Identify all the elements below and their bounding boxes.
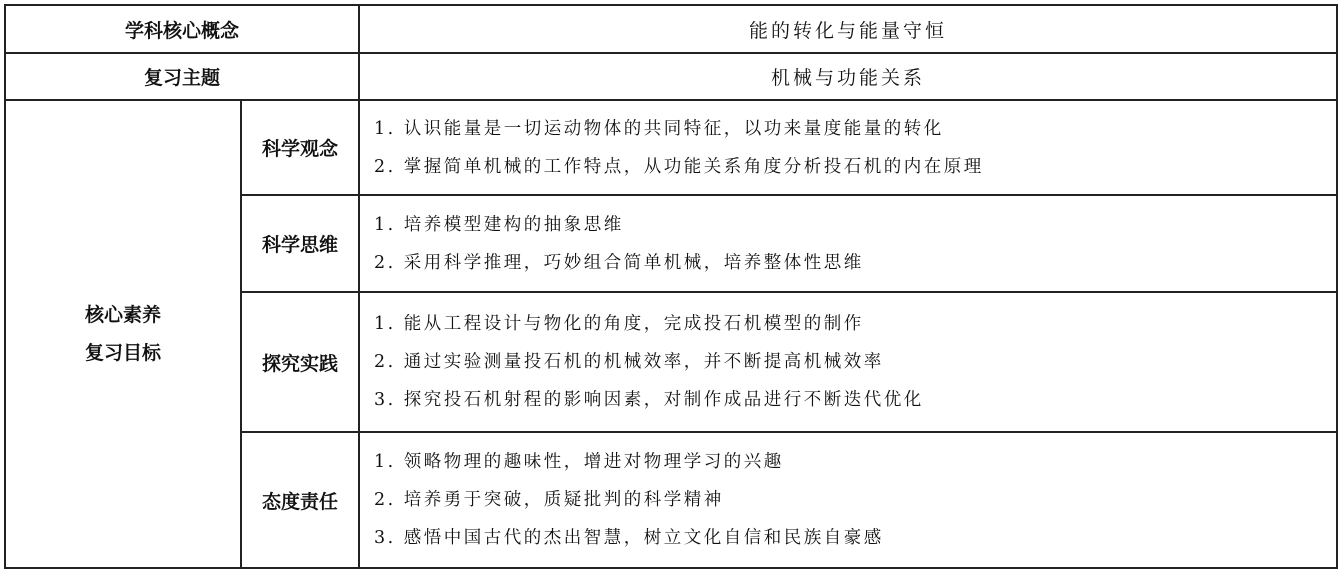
list-item: 1. 培养模型建构的抽象思维 xyxy=(374,214,624,235)
group-items-inquiry-practice xyxy=(359,292,1337,432)
list-item: 1. 能从工程设计与物化的角度，完成投石机模型的制作 xyxy=(374,314,864,334)
review-topic-value: 机械与功能关系 xyxy=(359,53,1337,100)
group-items-attitude-responsibility xyxy=(359,432,1337,568)
core-literacy-line1: 核心素养 xyxy=(84,304,161,326)
core-literacy-header xyxy=(5,100,241,568)
review-topic-header: 复习主题 xyxy=(5,53,359,100)
row-review-topic xyxy=(5,53,1337,100)
list-item: 2. 采用科学推理，巧妙组合简单机械，培养整体性思维 xyxy=(374,252,864,273)
group-label-scientific-thinking: 科学思维 xyxy=(241,195,359,292)
core-concept-header: 学科核心概念 xyxy=(5,5,359,53)
group-label-scientific-concept: 科学观念 xyxy=(241,100,359,195)
list-item: 1. 领略物理的趣味性，增进对物理学习的兴趣 xyxy=(374,452,784,472)
group-label-inquiry-practice: 探究实践 xyxy=(241,292,359,432)
list-item: 3. 感悟中国古代的杰出智慧，树立文化自信和民族自豪感 xyxy=(374,528,884,548)
list-item: 3. 探究投石机射程的影响因素，对制作成品进行不断迭代优化 xyxy=(374,390,924,410)
group-items-scientific-concept xyxy=(359,100,1337,195)
core-literacy-line2: 复习目标 xyxy=(84,342,161,364)
list-item: 2. 通过实验测量投石机的机械效率，并不断提高机械效率 xyxy=(374,352,884,372)
group-items-scientific-thinking xyxy=(359,195,1337,292)
list-item: 2. 培养勇于突破，质疑批判的科学精神 xyxy=(374,490,724,510)
objectives-table xyxy=(4,4,1338,569)
row-core-concept xyxy=(5,5,1337,53)
core-concept-value: 能的转化与能量守恒 xyxy=(359,5,1337,53)
list-item: 2. 掌握简单机械的工作特点，从功能关系角度分析投石机的内在原理 xyxy=(374,156,984,177)
group-label-attitude-responsibility: 态度责任 xyxy=(241,432,359,568)
list-item: 1. 认识能量是一切运动物体的共同特征，以功来量度能量的转化 xyxy=(374,118,944,139)
row-scientific-concept xyxy=(5,100,1337,195)
